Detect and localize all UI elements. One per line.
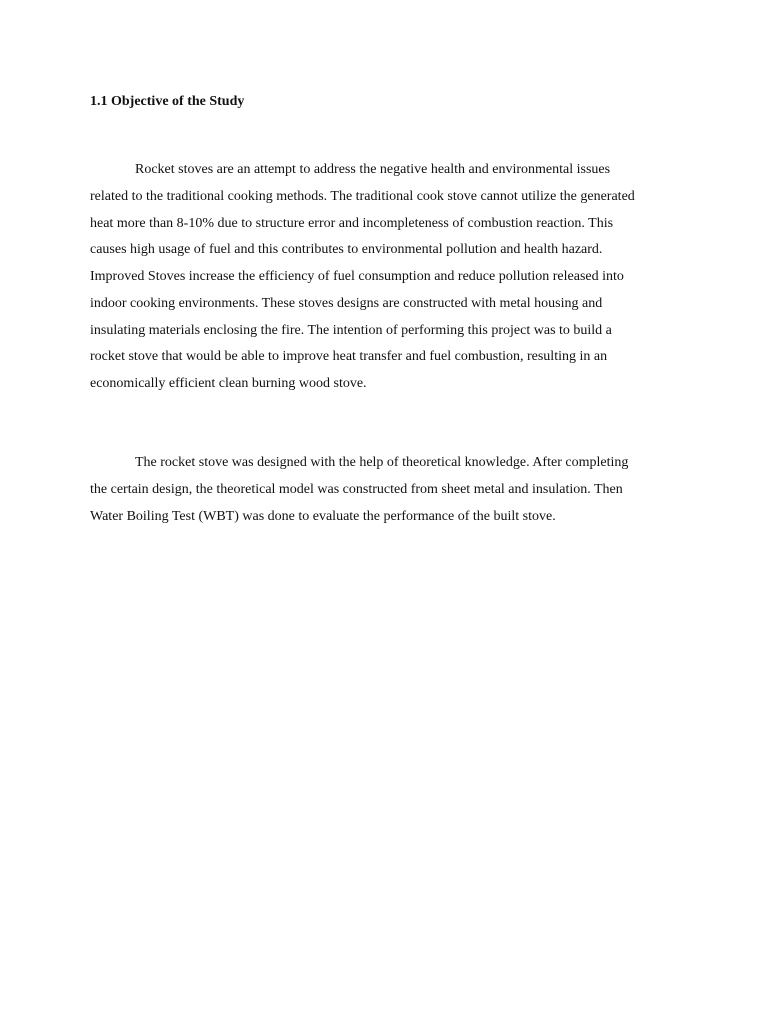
paragraph-line: causes high usage of fuel and this contributes to environmental pollution and health hazard. (90, 242, 603, 258)
paragraph-line: heat more than 8-10% due to structure error and incompleteness of combustion reaction. This (90, 215, 614, 231)
paragraph-line: economically efficient clean burning wood stove. (90, 376, 367, 391)
paragraph-line: related to the traditional cooking methods. The traditional cook stove cannot utilize the generated (90, 188, 635, 204)
paragraph-line: Water Boiling Test (WBT) was done to evaluate the performance of the built stove. (90, 508, 556, 524)
paragraph-line: indoor cooking environments. These stoves designs are constructed with metal housing and (90, 295, 603, 311)
paragraph-line: Improved Stoves increase the efficiency of fuel consumption and reduce pollution released into (90, 269, 624, 284)
paragraph-line: the certain design, the theoretical model was constructed from sheet metal and insulation. Then (90, 481, 623, 497)
paragraph-objective (90, 157, 682, 398)
paragraph-line: insulating materials enclosing the fire. The intention of performing this project was to build a (90, 322, 612, 338)
paragraph-line: The rocket stove was designed with the help of theoretical knowledge. After completing (135, 455, 629, 470)
paragraph-line: Rocket stoves are an attempt to address the negative health and environmental issues (135, 162, 611, 177)
section-heading: 1.1 Objective of the Study (90, 94, 245, 109)
paragraph-design (90, 450, 682, 530)
paragraph-line: rocket stove that would be able to improve heat transfer and fuel combustion, resulting in an (90, 349, 608, 365)
